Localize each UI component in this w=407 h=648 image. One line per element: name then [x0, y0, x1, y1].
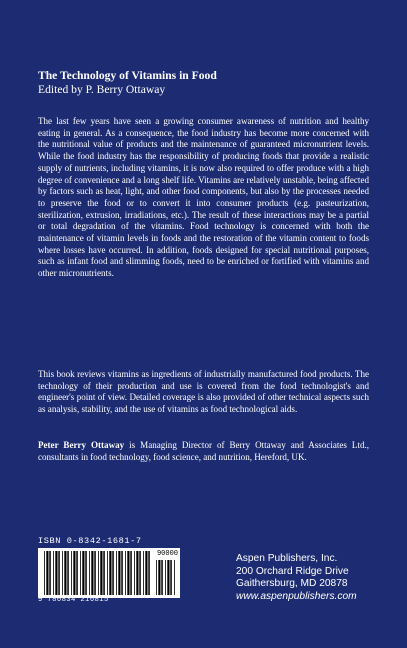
barcode-bar: [143, 551, 144, 595]
barcode-bar: [127, 551, 129, 595]
barcode-bar: [107, 551, 108, 595]
barcode: [38, 548, 180, 598]
description-paragraph-1: The last few years have seen a growing consumer awareness of nutrition and healthy eating in general. As a consequence, the food industry has become more concerned with the nutritional value of products and the maintenance of guaranteed micronutrient levels. While the food industry has the responsibility of producing foods that provide a realistic supply of nutrients, including vitamins, it is now also required to offer produce with a high degree of convenience and a long shelf life. Vitamins are relatively unstable, being affected by factors such as heat, light, and other food components, but also by the processes needed to preserve the food or to convert it into consumer products (e.g. pasteurization, sterilization, extrusion, irradiations, etc.). The result of these interactions may be a partial or total degradation of the vitamins. Food technology is concerned with both the maintenance of vitamin levels in foods and the restoration of the vitamin content to foods where losses have occurred. In addition, foods designed for special nutritional purposes, such as infant food and slimming foods, need to be enriched or fortified with vitamins and other micronutrients.: [38, 116, 369, 279]
ean-digits: 9 780834 216815: [38, 596, 109, 604]
barcode-bar: [158, 560, 160, 595]
barcode-bar: [73, 551, 75, 595]
price-code: 90000: [156, 550, 178, 558]
barcode-bar: [76, 551, 78, 595]
barcode-bar: [55, 551, 57, 595]
author-bio-text: is Managing Director of Berry Ottaway and Associates Ltd., consultants in food technology, food science, and nutrition, Hereford, UK.: [38, 440, 370, 462]
author-bio: [38, 440, 369, 463]
barcode-bar: [100, 551, 102, 595]
barcode-bar: [62, 551, 63, 595]
barcode-bar: [103, 551, 105, 595]
barcode-bar: [67, 551, 69, 595]
barcode-bar: [64, 551, 66, 595]
barcode-bar: [46, 551, 48, 595]
barcode-bar: [167, 560, 169, 595]
barcode-bar: [98, 551, 99, 595]
editor-line: Edited by P. Berry Ottaway: [38, 83, 166, 96]
barcode-bar: [174, 560, 175, 595]
barcode-block: [38, 536, 180, 608]
barcode-bar: [71, 551, 72, 595]
barcode-bar: [82, 551, 84, 595]
publisher-name: Aspen Publishers, Inc.: [236, 553, 338, 564]
barcode-bar: [116, 551, 117, 595]
barcode-bar: [89, 551, 90, 595]
barcode-bar: [80, 551, 81, 595]
barcode-bar: [58, 551, 60, 595]
barcode-bar: [53, 551, 54, 595]
barcode-bar: [139, 551, 141, 595]
barcode-bar: [44, 551, 45, 595]
barcode-bar: [118, 551, 120, 595]
barcode-bar: [134, 551, 135, 595]
publisher-street: 200 Orchard Ridge Drive: [236, 565, 349, 577]
book-title: The Technology of Vitamins in Food: [38, 69, 217, 82]
barcode-bar: [161, 560, 163, 595]
barcode-bar: [85, 551, 87, 595]
barcode-bar: [136, 551, 138, 595]
barcode-bar: [156, 560, 157, 595]
barcode-bar: [109, 551, 111, 595]
barcode-bar: [165, 560, 166, 595]
publisher-url: www.aspenpublishers.com: [236, 591, 357, 603]
publisher-city: Gaithersburg, MD 20878: [236, 578, 348, 590]
barcode-bar: [170, 560, 172, 595]
author-name: Peter Berry Ottaway: [38, 440, 125, 450]
barcode-bar: [91, 551, 93, 595]
barcode-bar: [94, 551, 96, 595]
barcode-bar: [121, 551, 123, 595]
publisher-block: [236, 553, 357, 604]
barcode-bar: [130, 551, 132, 595]
barcode-bar: [49, 551, 51, 595]
barcode-bar: [125, 551, 126, 595]
isbn-number: ISBN 0-8342-1681-7: [38, 536, 142, 546]
description-paragraph-2: This book reviews vitamins as ingredients of industrially manufactured food products. The technology of their production and use is covered from the food technologist's and engineer's point of view. Detailed coverage is also provided of other technical aspects such as analysis, stability, and the use of vitamins as food technological aids.: [38, 369, 369, 415]
barcode-bar: [148, 551, 150, 595]
barcode-bar: [145, 551, 147, 595]
barcode-bar: [112, 551, 114, 595]
